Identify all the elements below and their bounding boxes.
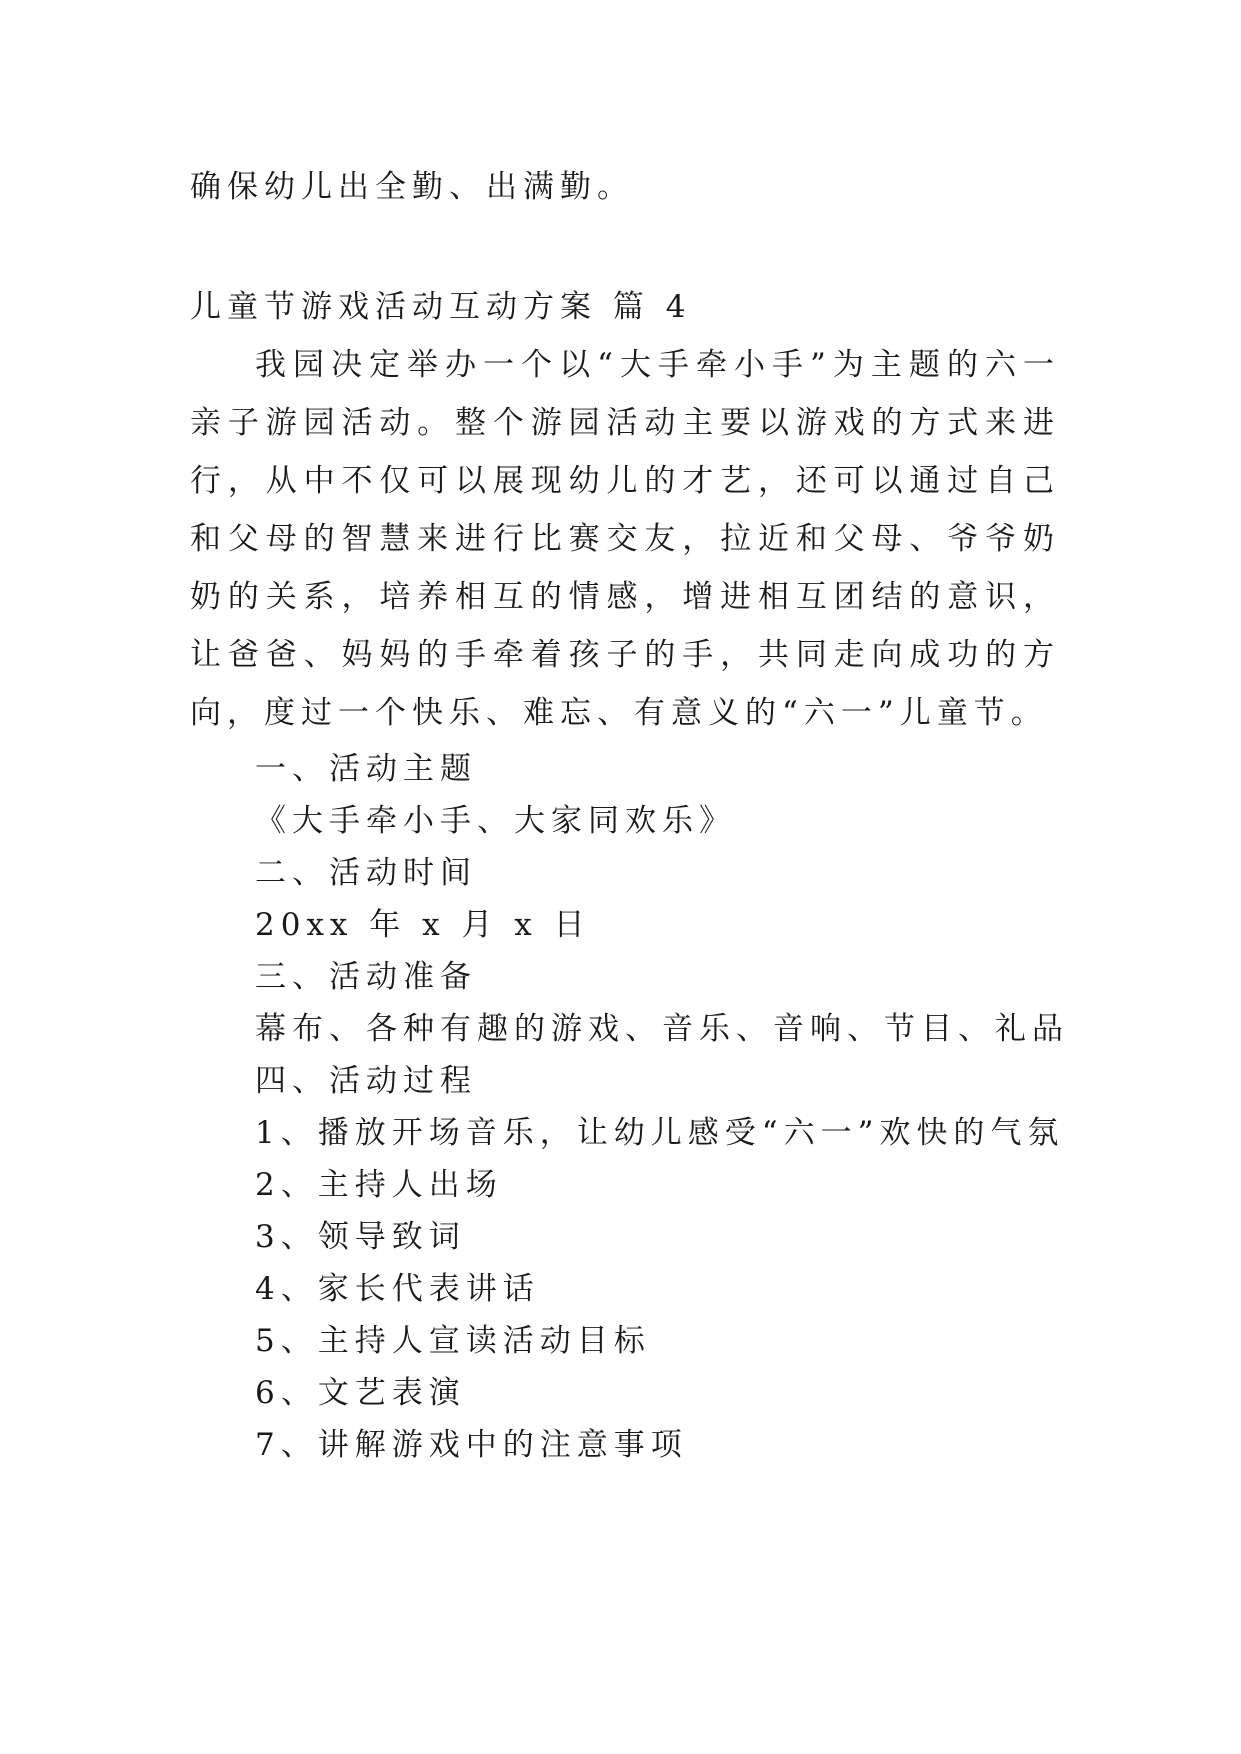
list-item: 四、活动过程 <box>255 1063 477 1099</box>
list-item: 4、家长代表讲话 <box>255 1271 540 1307</box>
list-item: 6、文艺表演 <box>255 1375 466 1411</box>
list-item: 一、活动主题 <box>255 751 477 787</box>
list-item: 《大手牵小手、大家同欢乐》 <box>255 803 736 839</box>
list-item: 二、活动时间 <box>255 855 477 891</box>
list-item: 2、主持人出场 <box>255 1167 503 1203</box>
top-line: 确保幼儿出全勤、出满勤。 <box>190 169 634 205</box>
section-title: 儿童节游戏活动互动方案 篇 4 <box>190 289 692 325</box>
list-item: 三、活动准备 <box>255 959 477 995</box>
list-item: 1、播放开场音乐，让幼儿感受“六一”欢快的气氛 <box>255 1115 1065 1151</box>
list-item: 3、领导致词 <box>255 1219 466 1255</box>
list-item: 5、主持人宣读活动目标 <box>255 1323 651 1359</box>
intro-paragraph: 我园决定举办一个以“大手牵小手”为主题的六一亲子游园活动。整个游园活动主要以游戏的方式来进行，从中不仅可以展现幼儿的才艺，还可以通过自己和父母的智慧来进行比赛交友，拉近和父母、爷爷奶奶的关系，培养相互的情感，增进相互团结的意识，让爸爸、妈妈的手牵着孩子的手，共同走向成功的方向，度过一个快乐、难忘、有意义的“六一”儿童节。 <box>190 347 1060 731</box>
list-item: 20xx 年 x 月 x 日 <box>255 907 591 943</box>
list-item: 7、讲解游戏中的注意事项 <box>255 1427 688 1463</box>
list-item: 幕布、各种有趣的游戏、音乐、音响、节目、礼品 <box>255 1011 1069 1047</box>
